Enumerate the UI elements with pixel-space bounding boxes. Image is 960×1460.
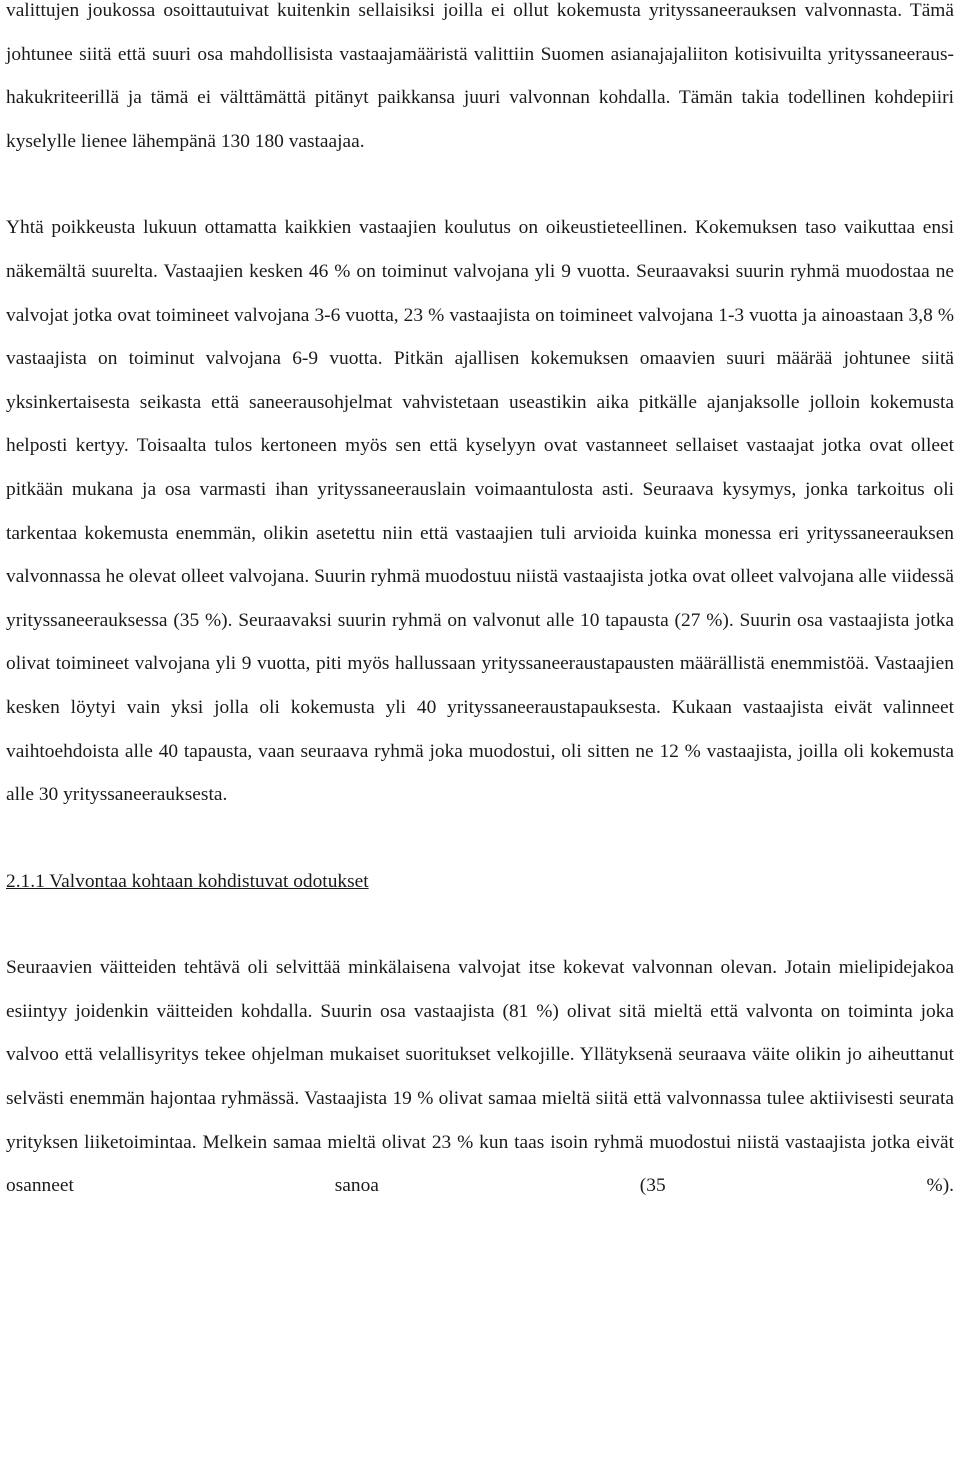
body-paragraph-2: Yhtä poikkeusta lukuun ottamatta kaikkien vastaajien koulutus on oikeustieteellinen. Kokemuksen taso vaikuttaa ensi näkemältä suurelta. Vastaajien kesken 46 % on toiminut valvojana yli 9 vuotta. Seuraavaksi suurin ryhmä muodostaa ne valvojat jotka ovat toimineet valvojana 3-6 vuotta, 23 % vastaajista on toimineet valvojana 1-3 vuotta ja ainoastaan 3,8 % vastaajista on toiminut valvojana 6-9 vuotta. Pitkän ajallisen kokemuksen omaavien suuri määrää johtunee siitä yksinkertaisesta seikasta että saneerausohjelmat vahvistetaan useastikin aika pitkälle ajanjaksolle jolloin kokemusta helposti kertyy. Toisaalta tulos kertoneen myös sen että kyselyyn ovat vastanneet sellaiset vastaajat jotka ovat olleet pitkään mukana ja osa varmasti ihan yrityssaneerauslain voimaantulosta asti. Seuraava kysymys, jonka tarkoitus oli tarkentaa kokemusta enemmän, olikin asetettu niin että vastaajien tuli arvioida kuinka monessa eri yrityssaneerauksen valvonnassa he olevat olleet valvojana. Suurin ryhmä muodostuu niistä vastaajista jotka ovat olleet valvojana alle viidessä yrityssaneerauksessa (35 %). Seuraavaksi suurin ryhmä on valvonut alle 10 tapausta (27 %). Suurin osa vastaajista jotka olivat toimineet valvojana yli 9 vuotta, piti myös hallussaan yrityssaneeraustapausten määrällistä enemmistöä. Vastaajien kesken löytyi vain yksi jolla oli kokemusta yli 40 yrityssaneeraustapauksesta. Kukaan vastaajista eivät valinneet vaihtoehdoista alle 40 tapausta, vaan seuraava ryhmä joka muodostui, oli sitten ne 12 % vastaajista, joilla oli kokemusta alle 30 yrityssaneerauksesta. [6,217,954,806]
body-paragraph-3: Seuraavien väitteiden tehtävä oli selvittää minkälaisena valvojat itse kokevat valvonnan olevan. Jotain mielipidejakoa esiintyy joidenkin väitteiden kohdalla. Suurin osa vastaajista (81 %) olivat sitä mieltä että valvonta on toiminta joka valvoo että velallisyritys tekee ohjelman mukaiset suoritukset velkojille. Yllätyksenä seuraava väite olikin jo aiheuttanut selvästi enemmän hajontaa ryhmässä. Vastaajista 19 % olivat samaa mieltä siitä että valvonnassa tulee aktiivisesti seurata yrityksen liiketoimintaa. Melkein samaa mieltä olivat 23 % kun taas isoin ryhmä muodostui niistä vastaajista jotka eivät osanneet sanoa (35 %). [6,957,954,1197]
section-heading: 2.1.1 Valvontaa kohtaan kohdistuvat odotukset [6,870,369,892]
body-paragraph-1: valittujen joukossa osoittautuivat kuitenkin sellaisiksi joilla ei ollut kokemusta yrityssaneerauksen valvonnasta. Tämä johtunee siitä että suuri osa mahdollisista vastaajamääristä valittiin Suomen asianajajaliiton kotisivuilta yrityssaneeraus-hakukriteerillä ja tämä ei välttämättä pitänyt paikkansa juuri valvonnan kohdalla. Tämän takia todellinen kohdepiiri kyselylle lienee lähempänä 130 180 vastaajaa. [6,0,954,152]
document-page [6,0,954,1208]
